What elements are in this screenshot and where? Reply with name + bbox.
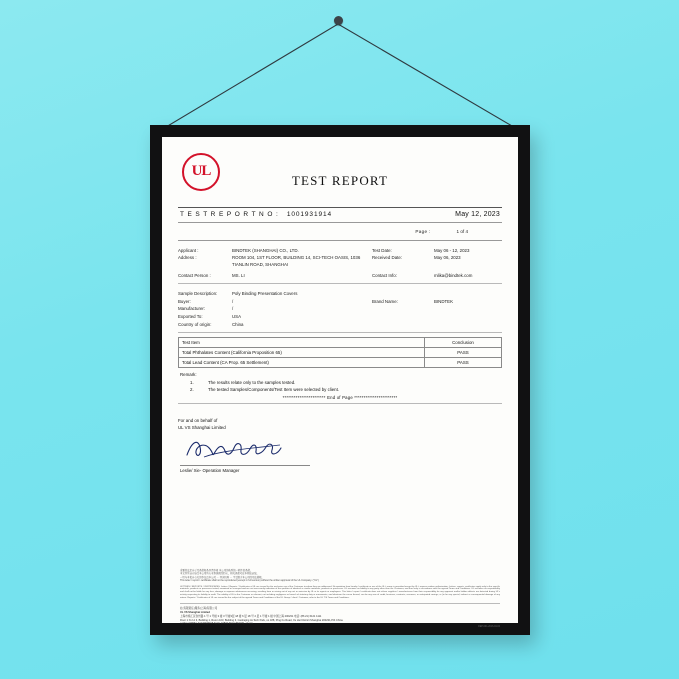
- field-value: USA: [232, 314, 242, 320]
- page-value: 1 of 4: [456, 229, 468, 234]
- footer-company-name: UL VS Shanghai Limited: [180, 610, 210, 614]
- hanging-wire: [150, 20, 530, 135]
- wall-nail: [334, 16, 343, 25]
- field-label-2: [372, 306, 434, 313]
- certificate-document: [162, 137, 518, 629]
- signatory-name: Leslie/ Xie- Operation Manager: [180, 467, 240, 473]
- remark-item: [180, 386, 500, 393]
- info-row: [178, 290, 502, 298]
- field-label: Exported To:: [178, 314, 203, 320]
- end-of-page-marker: *********************** End of Page ***********************: [282, 394, 398, 400]
- footer-cn-line-2: 本文件所含内容受本公司所有业务条款的约束，相关条款可在本网站获取。: [180, 572, 259, 576]
- table-header-row: [179, 338, 502, 348]
- sample-divider: [178, 332, 502, 333]
- endpage-divider: [178, 403, 502, 404]
- info-row: [178, 306, 502, 314]
- page-divider: [178, 240, 502, 241]
- picture-frame: [150, 125, 530, 635]
- report-number-label: T E S T R E P O R T N O :: [180, 211, 279, 218]
- issue-date: May 12, 2023: [455, 211, 500, 218]
- ul-logo-text: UL: [191, 162, 211, 179]
- field-label: Sample Description:: [178, 290, 218, 296]
- field-label-2: [372, 291, 434, 298]
- field-value-2: BINDTEK: [434, 298, 454, 304]
- field-value-2: May 06, 2023: [434, 255, 461, 261]
- document-header: [178, 151, 502, 203]
- field-value: /: [232, 306, 234, 312]
- field-label-2: [372, 314, 434, 321]
- footer-en-notice: This letter / report / certificate shall not be reproduced (except in full version) without the written approval of the UL Company. ("UL"): [180, 579, 319, 583]
- remark-text: The results relate only to the samples tested.: [208, 379, 296, 385]
- report-divider: [178, 222, 502, 223]
- column-header-test-item: Test Item: [179, 338, 425, 348]
- footer-telephone: t (271) 108651-3442(8)(8915 6(21) 10833 9913 75(929), of size: [180, 622, 254, 626]
- field-label: Manufacturer:: [178, 306, 206, 312]
- page-title: TEST REPORT: [291, 173, 389, 188]
- field-label: Address :: [178, 255, 197, 261]
- header-divider: [178, 207, 502, 208]
- field-label-2: Received Date:: [372, 255, 403, 261]
- field-value-2: [434, 306, 502, 313]
- sample-info-block: [178, 287, 502, 329]
- field-value: China: [232, 322, 244, 328]
- report-number-row: [178, 211, 502, 218]
- field-value: Poly Binding Presentation Covers: [232, 290, 298, 296]
- signature-block: [178, 407, 502, 431]
- remark-block: [178, 368, 502, 392]
- field-value: MS. LI: [232, 272, 245, 278]
- blank-space: [178, 473, 502, 569]
- page-indicator: [178, 226, 502, 236]
- behalf-line-2: UL VS Shanghai Limited: [178, 424, 226, 430]
- remark-text: The tested Samples/Components/Test Item were selected by client.: [208, 386, 340, 392]
- field-label: Country of origin:: [178, 322, 212, 328]
- footer-address-cn: 社(有限责任)服务(上海)有限公司: [180, 606, 218, 610]
- behalf-line-1: For and on behalf of: [178, 417, 218, 423]
- footer-address-en: Floor 1 N 2 A 3, Building 1, Room 103, Building 3, Caohejing Hi-Tech Park, no 188, Ping Fu Road, Xu Hui District Shanghai 200231,P.R.China: [180, 618, 343, 622]
- report-number-value: 1001931914: [286, 211, 333, 218]
- info-row: [178, 322, 502, 330]
- remark-number: 1.: [190, 379, 194, 385]
- remark-item: [180, 379, 500, 386]
- info-row: [178, 314, 502, 322]
- table-row: [179, 348, 502, 358]
- field-value-2: [434, 314, 502, 321]
- cell-conclusion: PASS: [425, 348, 502, 358]
- column-header-conclusion: Conclusion: [425, 338, 502, 348]
- cell-test-item: Total Lead Content (CA Prop. 65 Settlement): [179, 358, 425, 368]
- footer-company-block: [180, 607, 500, 626]
- remark-number: 2.: [190, 386, 194, 392]
- field-label-2: Contact Info:: [372, 272, 397, 278]
- field-value-2: mlika@bindtek.com: [434, 272, 473, 278]
- footer-cn-line-1: 重要的法定告示及条款和条件请参阅 本公司的收到的一般性的条款。: [180, 568, 253, 572]
- remark-label: Remark:: [180, 372, 197, 378]
- info-row: [178, 255, 502, 270]
- footer-reference-code: REP-001-2016-04-00: [478, 626, 500, 629]
- field-label: Applicant :: [178, 247, 199, 253]
- footer-chinese-notice: [180, 569, 500, 583]
- field-value-2: [434, 291, 502, 298]
- field-value-2: May 06 - 12, 2023: [434, 247, 470, 253]
- field-label: Buyer:: [178, 298, 191, 304]
- info-row: [178, 247, 502, 255]
- results-table: [178, 337, 502, 368]
- field-value: ROOM 104, 1ST FLOOR, BUILDING 14, SCI-TECH OASIS, 1036 TIANLIN ROAD, SHANGHAI: [232, 255, 361, 268]
- footer-address-cn-2: 上海市徐汇区钦州路 1 号 1 号楼 3 楼 3 号楼3层 18 楼 6 层 18 号 2 层 1 号楼 1 楼 中国上海 200231 电话: (86 21) 6121 1111: [180, 614, 322, 618]
- report-number: [180, 211, 332, 218]
- field-label: Contact Person :: [178, 272, 211, 278]
- info-divider: [178, 283, 502, 284]
- footer-divider: [180, 603, 500, 604]
- page-label: Page :: [415, 229, 431, 234]
- footer-legal-fine-print: LETTERS / REPORTS / CERTIFICATES: Letters / Reports / Certificates of UL are issued for the exclusive use of the Customer to whom they are addressed. No quotation from hereby / certificate or use of the UL's name is permitted except by UL's express written authorization. Letters, reports, certificates apply only to the specific materials, products or processes tested, examined or surveyed and are not necessarily indicative of the qualities of identical or similar materials, products or processes. UL assumes no liability to any party other than the Customer, and then only in accordance with the agreed Terms and Conditions. UL assumes no responsibility and shall not be liable for any loss, damage or expense whatsoever occurring, resulting from or arising out of any act or omission by UL or its agents or employees. This letter / report / certificate does not relieve suppliers / manufacturers from their responsibility for any apparent and/or hidden defects nor detected during UL's activity respecting its liability to audit. The validity of UL to the Customer or relevant, not including negligence or breach of statutory duty or movements, and whatever the cause thereof, can be any sum of credit, business, contracts, revenues, or anticipated savings, or (in for any special, indirect or consequential damage of any nature. Reports / Certificates of UL are issued for the subject of the agreed Terms and Conditions of the UL Group / client / Customer, refer to the UL T/S Terms and Conditions.: [180, 585, 500, 600]
- info-row: [178, 272, 502, 280]
- cell-test-item: Total Phthalates Content (California Proposition 65): [179, 348, 425, 358]
- footer-cn-line-3: 一切与本报告有关的争议由本公司 － 仲裁机构 － 不受限于本公司的司法管辖。: [180, 575, 264, 579]
- field-value: BINDTEK (SHANGHAI) CO., LTD.: [232, 247, 299, 253]
- signature-image: [178, 431, 502, 465]
- field-label-2: Test Date:: [372, 247, 392, 253]
- cell-conclusion: PASS: [425, 358, 502, 368]
- info-row: [178, 298, 502, 306]
- field-value: /: [232, 298, 234, 304]
- field-label-2: Brand Name:: [372, 298, 398, 304]
- document-footer: [178, 569, 502, 630]
- field-label-2: [372, 322, 434, 329]
- table-row: [179, 358, 502, 368]
- field-value-2: [434, 322, 502, 329]
- applicant-info-block: [178, 244, 502, 280]
